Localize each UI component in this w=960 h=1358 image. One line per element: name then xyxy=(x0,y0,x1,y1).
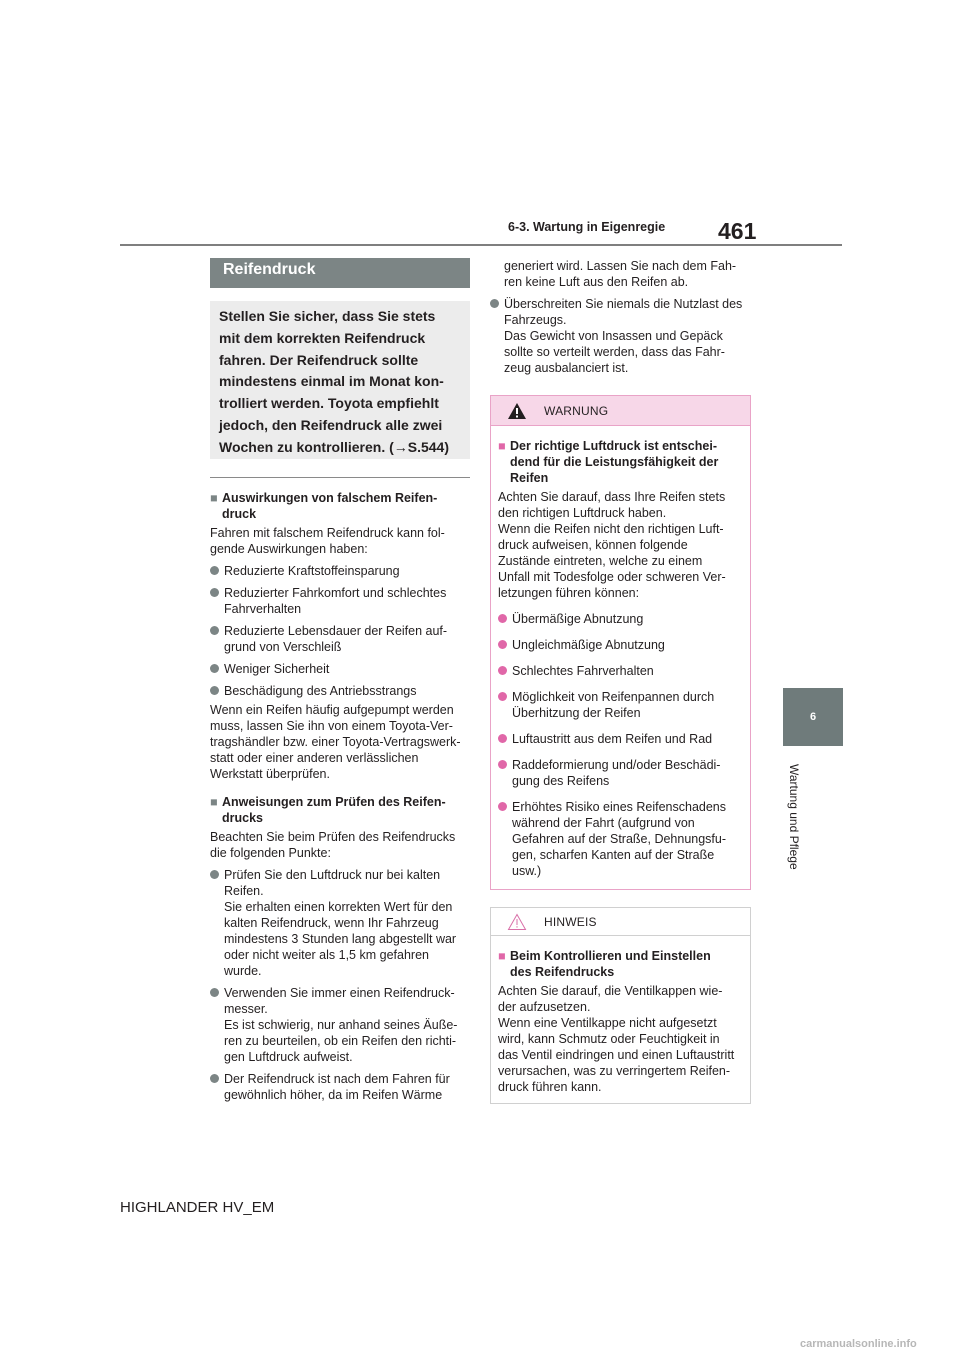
text-line: Prüfen Sie den Luftdruck nur bei kalten xyxy=(224,868,441,882)
square-bullet-icon: ■ xyxy=(498,439,506,453)
text-line: Schlechtes Fahrverhalten xyxy=(512,664,654,678)
text-line: der aufzusetzen. xyxy=(498,1000,591,1014)
header-rule xyxy=(120,244,842,246)
text-line: Achten Sie darauf, dass Ihre Reifen stets xyxy=(498,490,726,504)
text-line: während der Fahrt (aufgrund von xyxy=(512,816,695,830)
text-line: gende Auswirkungen haben: xyxy=(210,542,368,556)
warning-body xyxy=(491,438,750,889)
text-line: Raddeformierung und/oder Beschädi- xyxy=(512,758,721,772)
intro-line: fahren. Der Reifendruck sollte xyxy=(219,351,419,368)
text-line: sollte so verteilt werden, dass das Fahr- xyxy=(504,345,725,359)
notice-label: HINWEIS xyxy=(544,914,597,929)
paragraph xyxy=(498,489,744,601)
square-bullet-icon: ■ xyxy=(498,949,506,963)
paragraph xyxy=(498,983,744,1095)
square-bullet-icon: ■ xyxy=(210,491,218,505)
list-item xyxy=(498,637,744,653)
bullet-dot-icon xyxy=(210,1074,219,1083)
list-item xyxy=(498,689,744,721)
text-line: Reduzierte Kraftstoffeinsparung xyxy=(224,564,400,578)
bullet-dot-icon xyxy=(498,666,507,675)
list-item xyxy=(498,731,744,747)
text-line: Werkstatt überprüfen. xyxy=(210,767,330,781)
paragraph xyxy=(210,525,470,557)
text-line: messer. xyxy=(224,1002,268,1016)
warning-heading xyxy=(498,438,744,486)
warning-box xyxy=(490,395,751,890)
bullet-dot-icon xyxy=(210,588,219,597)
text-line: wurde. xyxy=(224,964,262,978)
text-line: druck führen kann. xyxy=(498,1080,602,1094)
paragraph xyxy=(210,829,470,861)
intro-line: Stellen Sie sicher, dass Sie stets xyxy=(219,308,436,324)
bullet-dot-icon xyxy=(210,566,219,575)
bullet-dot-icon xyxy=(498,760,507,769)
list-item xyxy=(210,585,470,617)
text-line: Fahrzeugs. xyxy=(504,313,567,327)
bullet-dot-icon xyxy=(498,802,507,811)
bullet-dot-icon xyxy=(498,614,507,623)
notice-box xyxy=(490,907,751,1104)
left-column xyxy=(210,258,470,1103)
text-line: Reifen. xyxy=(224,884,264,898)
text-line: Zustände eintreten, welche zu einem xyxy=(498,554,703,568)
list-item xyxy=(498,757,744,789)
text-line: gung des Reifens xyxy=(512,774,610,788)
heading-line: drucks xyxy=(222,811,263,825)
bullet-dot-icon xyxy=(498,692,507,701)
text-line: Beachten Sie beim Prüfen des Reifendrucks xyxy=(210,830,456,844)
heading-line: Auswirkungen von falschem Reifen- xyxy=(222,491,438,505)
text-line: Ungleichmäßige Abnutzung xyxy=(512,638,665,652)
section-header: 6-3. Wartung in Eigenregie xyxy=(508,220,666,234)
page-title: Reifendruck xyxy=(210,258,470,288)
section-heading xyxy=(210,490,470,522)
text-line: Luftaustritt aus dem Reifen und Rad xyxy=(512,732,713,746)
text-line: Wenn eine Ventilkappe nicht aufgesetzt xyxy=(498,1016,717,1030)
heading-line: Reifen xyxy=(510,471,549,485)
text-line: statt oder einer anderen verlässlichen xyxy=(210,751,419,765)
heading-line: Beim Kontrollieren und Einstellen xyxy=(510,949,711,963)
list-item xyxy=(210,985,470,1065)
text-line: die folgenden Punkte: xyxy=(210,846,331,860)
warning-header xyxy=(491,396,750,426)
notice-header xyxy=(491,908,750,936)
text-line: ren keine Luft aus den Reifen ab. xyxy=(504,275,689,289)
text-line: Wenn ein Reifen häufig aufgepumpt werden xyxy=(210,703,454,717)
list-item xyxy=(498,611,744,627)
intro-line: mit dem korrekten Reifendruck xyxy=(219,329,426,346)
text-line: gewöhnlich höher, da im Reifen Wärme xyxy=(224,1088,443,1102)
text-line: Es ist schwierig, nur anhand seines Äuße- xyxy=(224,1018,458,1032)
heading-line: druck xyxy=(222,507,257,521)
text-line: kalten Reifendruck, wenn Ihr Fahrzeug xyxy=(224,916,439,930)
heading-line: dend für die Leistungsfähigkeit der xyxy=(510,455,719,469)
intro-line: Wochen zu kontrollieren. (→S.544) xyxy=(219,438,450,455)
text-line: zeug ausbalanciert ist. xyxy=(504,361,629,375)
text-line: Verwenden Sie immer einen Reifendruck- xyxy=(224,986,455,1000)
text-line: Achten Sie darauf, die Ventilkappen wie- xyxy=(498,984,723,998)
warning-label: WARNUNG xyxy=(544,403,609,418)
list-item-continuation xyxy=(490,258,751,290)
text-line: grund von Verschleiß xyxy=(224,640,342,654)
text-line: Sie erhalten einen korrekten Wert für den xyxy=(224,900,453,914)
text-line: Überschreiten Sie niemals die Nutzlast des xyxy=(504,297,743,311)
bullet-dot-icon xyxy=(210,988,219,997)
chapter-title: Wartung und Pflege xyxy=(787,764,801,870)
list-item xyxy=(210,661,470,677)
chapter-tab[interactable]: 6 xyxy=(783,688,843,746)
text-line: mindestens 3 Stunden lang abgestellt war xyxy=(224,932,457,946)
text-line: Unfall mit Todesfolge oder schweren Ver- xyxy=(498,570,726,584)
text-line: Möglichkeit von Reifenpannen durch xyxy=(512,690,715,704)
square-bullet-icon: ■ xyxy=(210,795,218,809)
text-line: generiert wird. Lassen Sie nach dem Fah- xyxy=(504,259,737,273)
intro-line: mindestens einmal im Monat kon- xyxy=(219,373,444,390)
footer-model: HIGHLANDER HV_EM xyxy=(120,1199,275,1216)
bullet-dot-icon xyxy=(210,870,219,879)
right-column xyxy=(490,258,751,1104)
text-line: das Ventil eindringen und einen Luftaustritt xyxy=(498,1048,735,1062)
paragraph xyxy=(210,702,470,782)
text-line: usw.) xyxy=(512,864,542,878)
bullet-dot-icon xyxy=(490,299,499,308)
heading-line: des Reifendrucks xyxy=(510,965,615,979)
bullet-dot-icon xyxy=(498,640,507,649)
section-divider xyxy=(210,477,470,478)
watermark: carmanualsonline.info xyxy=(800,1338,917,1350)
text-line: den richtigen Luftdruck haben. xyxy=(498,506,667,520)
notice-body xyxy=(491,948,750,1103)
text-line: oder nicht weiter als 1,5 km gefahren xyxy=(224,948,429,962)
list-item xyxy=(210,867,470,979)
text-line: Erhöhtes Risiko eines Reifenschadens xyxy=(512,800,727,814)
text-line: gen, scharfen Kanten auf der Straße xyxy=(512,848,715,862)
text-line: letzungen führen können: xyxy=(498,586,640,600)
heading-line: Anweisungen zum Prüfen des Reifen- xyxy=(222,795,446,809)
bullet-dot-icon xyxy=(498,734,507,743)
list-item xyxy=(210,563,470,579)
list-item xyxy=(210,623,470,655)
bullet-dot-icon xyxy=(210,626,219,635)
intro-box xyxy=(210,301,470,459)
intro-line: jedoch, den Reifendruck alle zwei xyxy=(219,416,443,433)
text-line: wird, kann Schmutz oder Feuchtigkeit in xyxy=(498,1032,720,1046)
text-line: tragshändler bzw. einer Toyota-Vertragswerk- xyxy=(210,735,461,749)
text-line: druck aufweisen, können folgende xyxy=(498,538,688,552)
intro-line: trolliert werden. Toyota empfiehlt xyxy=(219,395,439,412)
text-line: Beschädigung des Antriebsstrangs xyxy=(224,684,417,698)
text-line: Übermäßige Abnutzung xyxy=(512,612,644,626)
text-line: Das Gewicht von Insassen und Gepäck xyxy=(504,329,723,343)
list-item xyxy=(210,683,470,699)
text-line: gen Luftdruck aufweist. xyxy=(224,1050,353,1064)
text-line: Fahrverhalten xyxy=(224,602,302,616)
text-line: Gefahren auf der Straße, Dehnungsfu- xyxy=(512,832,727,846)
text-line: Reduzierte Lebensdauer der Reifen auf- xyxy=(224,624,448,638)
notice-heading xyxy=(498,948,744,980)
heading-line: Der richtige Luftdruck ist entschei- xyxy=(510,439,717,453)
bullet-dot-icon xyxy=(210,664,219,673)
section-heading xyxy=(210,794,470,826)
text-line: Der Reifendruck ist nach dem Fahren für xyxy=(224,1072,450,1086)
text-line: Weniger Sicherheit xyxy=(224,662,330,676)
list-item xyxy=(490,296,751,376)
text-line: muss, lassen Sie ihn von einem Toyota-Ver- xyxy=(210,719,453,733)
list-item xyxy=(210,1071,470,1103)
list-item xyxy=(498,663,744,679)
text-line: Wenn die Reifen nicht den richtigen Luft- xyxy=(498,522,724,536)
page-number: 461 xyxy=(718,218,757,244)
notice-triangle-icon xyxy=(507,913,527,931)
text-line: verursachen, was zu verringertem Reifen- xyxy=(498,1064,731,1078)
text-line: Überhitzung der Reifen xyxy=(512,706,641,720)
text-line: ren zu beurteilen, ob ein Reifen den richti- xyxy=(224,1034,457,1048)
text-line: Fahren mit falschem Reifendruck kann fol- xyxy=(210,526,445,540)
warning-triangle-icon xyxy=(507,402,527,420)
text-line: Reduzierter Fahrkomfort und schlechtes xyxy=(224,586,447,600)
bullet-dot-icon xyxy=(210,686,219,695)
list-item xyxy=(498,799,744,879)
